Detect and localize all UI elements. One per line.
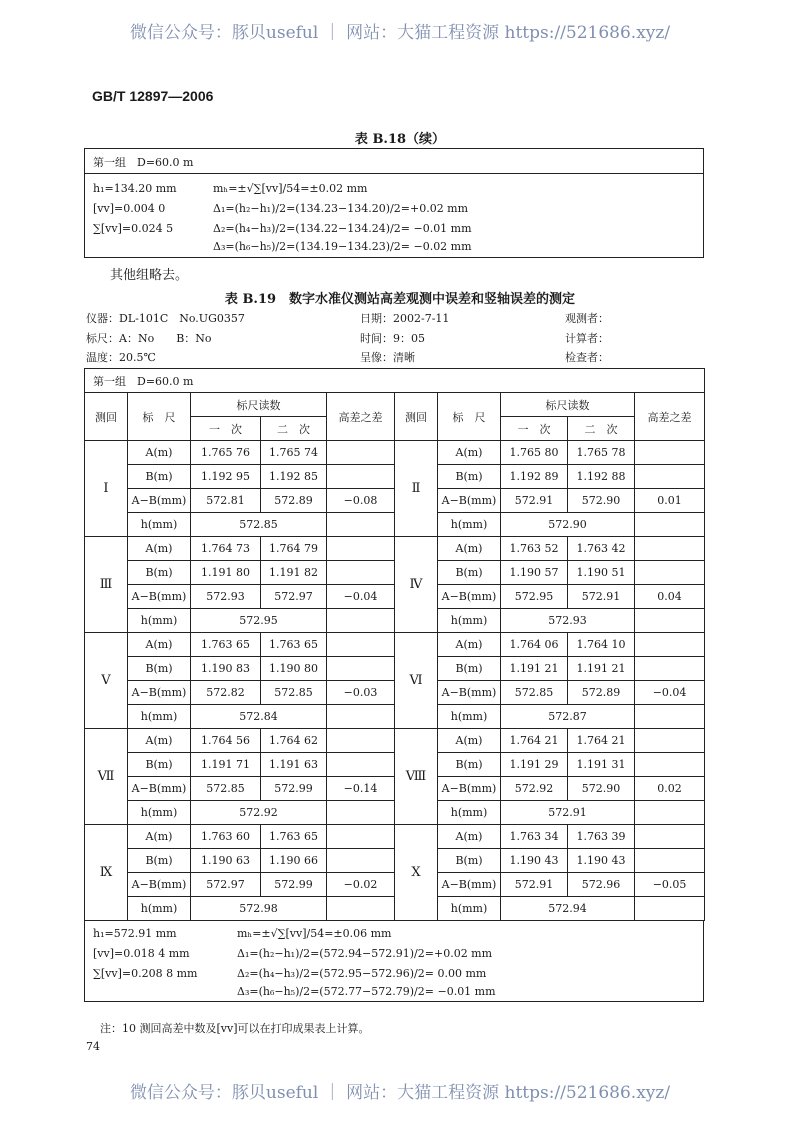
meta-checker: 检查者：	[565, 351, 609, 364]
reading-b-second: 1.190 51	[568, 561, 635, 585]
row-label: A−B(mm)	[438, 777, 501, 801]
row-label: A(m)	[128, 441, 191, 465]
mean-height: 572.92	[191, 801, 327, 825]
mean-height: 572.85	[191, 513, 327, 537]
row-label: A(m)	[438, 729, 501, 753]
reading-a-first: 1.764 06	[501, 633, 568, 657]
header-second-left: 二 次	[261, 417, 327, 441]
reading-b-second: 1.191 21	[568, 657, 635, 681]
meta-observer: 观测者：	[565, 312, 609, 325]
row-label: h(mm)	[128, 705, 191, 729]
round-number-right: Ⅱ	[395, 441, 438, 537]
header-staff-left: 标 尺	[128, 393, 191, 441]
diff-empty	[327, 657, 395, 681]
row-label: B(m)	[128, 465, 191, 489]
a-minus-b-first: 572.92	[501, 777, 568, 801]
reading-a-second: 1.763 42	[568, 537, 635, 561]
table-19-summary	[84, 921, 704, 1002]
mean-height: 572.91	[501, 801, 635, 825]
meta-image: 呈像：清晰	[360, 351, 415, 364]
row-label: h(mm)	[438, 801, 501, 825]
header-staff-right: 标 尺	[438, 393, 501, 441]
table-18-group: 第一组 D=60.0 m	[93, 156, 194, 169]
table-18-right-3: Δ₂=(h₄−h₃)/2=(134.22−134.24)/2= −0.01 mm	[213, 222, 472, 235]
diff-empty	[635, 561, 705, 585]
row-label: A−B(mm)	[128, 585, 191, 609]
a-minus-b-second: 572.89	[568, 681, 635, 705]
row-label: A−B(mm)	[128, 489, 191, 513]
reading-a-first: 1.763 52	[501, 537, 568, 561]
diff-empty	[327, 633, 395, 657]
height-difference: −0.04	[635, 681, 705, 705]
diff-empty	[327, 753, 395, 777]
diff-empty	[327, 465, 395, 489]
height-difference: 0.01	[635, 489, 705, 513]
header-round-right: 测回	[395, 393, 438, 441]
reading-a-first: 1.764 56	[191, 729, 261, 753]
row-label: B(m)	[128, 849, 191, 873]
diff-empty	[635, 441, 705, 465]
reading-a-second: 1.765 78	[568, 441, 635, 465]
summary-right-2: Δ₁=(h₂−h₁)/2=(572.94−572.91)/2=+0.02 mm	[237, 947, 493, 960]
diff-empty	[635, 657, 705, 681]
round-number-right: Ⅹ	[395, 825, 438, 921]
header-first-right: 一 次	[501, 417, 568, 441]
page-number: 74	[86, 1040, 100, 1053]
row-label: h(mm)	[128, 513, 191, 537]
summary-right-4: Δ₃=(h₆−h₅)/2=(572.77−572.79)/2= −0.01 mm	[237, 985, 496, 998]
reading-a-first: 1.763 60	[191, 825, 261, 849]
height-difference: −0.02	[327, 873, 395, 897]
summary-left-3: ∑[vv]=0.208 8 mm	[93, 967, 198, 980]
diff-empty	[635, 465, 705, 489]
diff-empty	[327, 441, 395, 465]
diff-empty	[327, 537, 395, 561]
watermark-top: 微信公众号：豚贝useful ｜ 网站：大猫工程资源 https://521686.xyz/	[129, 23, 671, 43]
a-minus-b-first: 572.85	[191, 777, 261, 801]
height-difference: −0.03	[327, 681, 395, 705]
a-minus-b-first: 572.97	[191, 873, 261, 897]
row-label: A(m)	[438, 633, 501, 657]
row-label: h(mm)	[438, 897, 501, 921]
reading-b-first: 1.190 57	[501, 561, 568, 585]
table-row	[85, 441, 705, 465]
mean-height: 572.84	[191, 705, 327, 729]
diff-empty	[635, 825, 705, 849]
reading-b-first: 1.192 95	[191, 465, 261, 489]
a-minus-b-second: 572.99	[261, 777, 327, 801]
diff-empty	[635, 729, 705, 753]
mean-height: 572.98	[191, 897, 327, 921]
height-difference: 0.02	[635, 777, 705, 801]
reading-b-second: 1.192 85	[261, 465, 327, 489]
meta-staff: 标尺：A：No B：No	[86, 332, 212, 345]
table-row	[85, 729, 705, 753]
meta-date: 日期：2002-7-11	[360, 312, 450, 325]
header-diff-left: 高差之差	[327, 393, 395, 441]
diff-empty	[635, 897, 705, 921]
reading-a-second: 1.764 62	[261, 729, 327, 753]
a-minus-b-second: 572.96	[568, 873, 635, 897]
reading-b-first: 1.191 21	[501, 657, 568, 681]
reading-b-first: 1.190 83	[191, 657, 261, 681]
table-18-left-2: [vv]=0.004 0	[93, 202, 166, 215]
header-reading-left: 标尺读数	[191, 393, 327, 417]
round-number-right: Ⅷ	[395, 729, 438, 825]
round-number-left: Ⅰ	[85, 441, 128, 537]
round-number-left: Ⅶ	[85, 729, 128, 825]
diff-empty	[635, 753, 705, 777]
diff-empty	[635, 801, 705, 825]
a-minus-b-second: 572.99	[261, 873, 327, 897]
header-round-left: 测回	[85, 393, 128, 441]
diff-empty	[327, 561, 395, 585]
table-18-right-4: Δ₃=(h₆−h₅)/2=(134.19−134.23)/2= −0.02 mm	[213, 240, 472, 253]
row-label: h(mm)	[128, 801, 191, 825]
table-note: 注：10 测回高差中数及[vv]可以在打印成果表上计算。	[100, 1022, 370, 1035]
mean-height: 572.93	[501, 609, 635, 633]
reading-b-second: 1.190 43	[568, 849, 635, 873]
summary-right-1: mₕ=±√∑[vv]/54=±0.06 mm	[237, 927, 392, 940]
row-label: A−B(mm)	[438, 585, 501, 609]
diff-empty	[327, 849, 395, 873]
diff-empty	[635, 705, 705, 729]
summary-right-3: Δ₂=(h₄−h₃)/2=(572.95−572.96)/2= 0.00 mm	[237, 967, 487, 980]
row-label: A(m)	[128, 825, 191, 849]
diff-empty	[327, 897, 395, 921]
row-label: h(mm)	[128, 609, 191, 633]
round-number-left: Ⅴ	[85, 633, 128, 729]
reading-b-second: 1.191 31	[568, 753, 635, 777]
reading-a-second: 1.765 74	[261, 441, 327, 465]
reading-b-second: 1.190 66	[261, 849, 327, 873]
reading-a-first: 1.763 34	[501, 825, 568, 849]
row-label: A−B(mm)	[128, 777, 191, 801]
diff-empty	[635, 849, 705, 873]
reading-a-first: 1.763 65	[191, 633, 261, 657]
diff-empty	[635, 609, 705, 633]
row-label: A−B(mm)	[438, 489, 501, 513]
reading-a-second: 1.763 65	[261, 825, 327, 849]
reading-b-first: 1.191 80	[191, 561, 261, 585]
reading-a-first: 1.764 21	[501, 729, 568, 753]
diff-empty	[327, 801, 395, 825]
a-minus-b-first: 572.91	[501, 489, 568, 513]
row-label: A−B(mm)	[128, 681, 191, 705]
row-label: A−B(mm)	[438, 681, 501, 705]
table-18-caption: 表 B.18（续）	[354, 132, 446, 147]
diff-empty	[635, 633, 705, 657]
reading-b-first: 1.190 43	[501, 849, 568, 873]
table-19	[84, 368, 704, 1002]
row-label: B(m)	[128, 657, 191, 681]
height-difference: −0.08	[327, 489, 395, 513]
diff-empty	[635, 513, 705, 537]
reading-a-second: 1.764 21	[568, 729, 635, 753]
mean-height: 572.90	[501, 513, 635, 537]
reading-a-first: 1.765 76	[191, 441, 261, 465]
a-minus-b-second: 572.91	[568, 585, 635, 609]
reading-a-second: 1.764 79	[261, 537, 327, 561]
meta-calculator: 计算者：	[565, 332, 609, 345]
reading-b-first: 1.192 89	[501, 465, 568, 489]
row-label: h(mm)	[438, 609, 501, 633]
row-label: B(m)	[438, 849, 501, 873]
a-minus-b-second: 572.90	[568, 489, 635, 513]
height-difference: −0.14	[327, 777, 395, 801]
table-row	[85, 825, 705, 849]
meta-instrument: 仪器：DL-101C No.UG0357	[86, 312, 245, 325]
a-minus-b-first: 572.82	[191, 681, 261, 705]
mean-height: 572.94	[501, 897, 635, 921]
mean-height: 572.95	[191, 609, 327, 633]
diff-empty	[327, 825, 395, 849]
row-label: B(m)	[438, 753, 501, 777]
reading-b-second: 1.191 82	[261, 561, 327, 585]
summary-left-2: [vv]=0.018 4 mm	[93, 947, 190, 960]
a-minus-b-second: 572.90	[568, 777, 635, 801]
diff-empty	[327, 609, 395, 633]
round-number-right: Ⅵ	[395, 633, 438, 729]
reading-b-first: 1.191 71	[191, 753, 261, 777]
row-label: A(m)	[128, 633, 191, 657]
a-minus-b-second: 572.85	[261, 681, 327, 705]
reading-b-first: 1.191 29	[501, 753, 568, 777]
reading-a-second: 1.763 65	[261, 633, 327, 657]
a-minus-b-first: 572.85	[501, 681, 568, 705]
row-label: B(m)	[128, 561, 191, 585]
header-second-right: 二 次	[568, 417, 635, 441]
row-label: h(mm)	[128, 897, 191, 921]
height-difference: −0.04	[327, 585, 395, 609]
row-label: A(m)	[438, 825, 501, 849]
table-19-caption: 表 B.19 数字水准仪测站高差观测中误差和竖轴误差的测定	[224, 292, 576, 307]
round-number-right: Ⅳ	[395, 537, 438, 633]
reading-a-second: 1.763 39	[568, 825, 635, 849]
row-label: h(mm)	[438, 513, 501, 537]
others-omitted: 其他组略去。	[110, 268, 189, 283]
reading-a-second: 1.764 10	[568, 633, 635, 657]
height-difference: −0.05	[635, 873, 705, 897]
table-18-left-3: ∑[vv]=0.024 5	[93, 222, 174, 235]
row-label: A−B(mm)	[128, 873, 191, 897]
table-19-group: 第一组 D=60.0 m	[85, 369, 705, 393]
a-minus-b-second: 572.89	[261, 489, 327, 513]
round-number-left: Ⅸ	[85, 825, 128, 921]
reading-b-second: 1.191 63	[261, 753, 327, 777]
row-label: B(m)	[438, 561, 501, 585]
a-minus-b-first: 572.81	[191, 489, 261, 513]
row-label: B(m)	[438, 657, 501, 681]
height-difference: 0.04	[635, 585, 705, 609]
row-label: A(m)	[438, 537, 501, 561]
reading-b-second: 1.192 88	[568, 465, 635, 489]
row-label: B(m)	[128, 753, 191, 777]
a-minus-b-first: 572.91	[501, 873, 568, 897]
diff-empty	[635, 537, 705, 561]
table-18-right-2: Δ₁=(h₂−h₁)/2=(134.23−134.20)/2=+0.02 mm	[213, 202, 469, 215]
table-row	[85, 633, 705, 657]
mean-height: 572.87	[501, 705, 635, 729]
standard-code: GB/T 12897—2006	[92, 88, 214, 104]
meta-time: 时间：9：05	[360, 332, 425, 345]
a-minus-b-second: 572.97	[261, 585, 327, 609]
diff-empty	[327, 729, 395, 753]
table-row	[85, 537, 705, 561]
header-reading-right: 标尺读数	[501, 393, 635, 417]
summary-left-1: h₁=572.91 mm	[93, 927, 177, 940]
diff-empty	[327, 705, 395, 729]
row-label: A(m)	[128, 537, 191, 561]
table-18-box	[84, 148, 704, 258]
row-label: h(mm)	[438, 705, 501, 729]
row-label: A(m)	[128, 729, 191, 753]
table-18-left-1: h₁=134.20 mm	[93, 182, 177, 195]
table-18-right-1: mₕ=±√∑[vv]/54=±0.02 mm	[213, 182, 368, 195]
row-label: B(m)	[438, 465, 501, 489]
reading-b-first: 1.190 63	[191, 849, 261, 873]
reading-b-second: 1.190 80	[261, 657, 327, 681]
round-number-left: Ⅲ	[85, 537, 128, 633]
a-minus-b-first: 572.93	[191, 585, 261, 609]
reading-a-first: 1.764 73	[191, 537, 261, 561]
watermark-bottom: 微信公众号：豚贝useful ｜ 网站：大猫工程资源 https://521686.xyz/	[129, 1083, 671, 1103]
row-label: A(m)	[438, 441, 501, 465]
header-diff-right: 高差之差	[635, 393, 705, 441]
header-first-left: 一 次	[191, 417, 261, 441]
diff-empty	[327, 513, 395, 537]
reading-a-first: 1.765 80	[501, 441, 568, 465]
row-label: A−B(mm)	[438, 873, 501, 897]
a-minus-b-first: 572.95	[501, 585, 568, 609]
meta-temperature: 温度：20.5℃	[86, 351, 156, 364]
